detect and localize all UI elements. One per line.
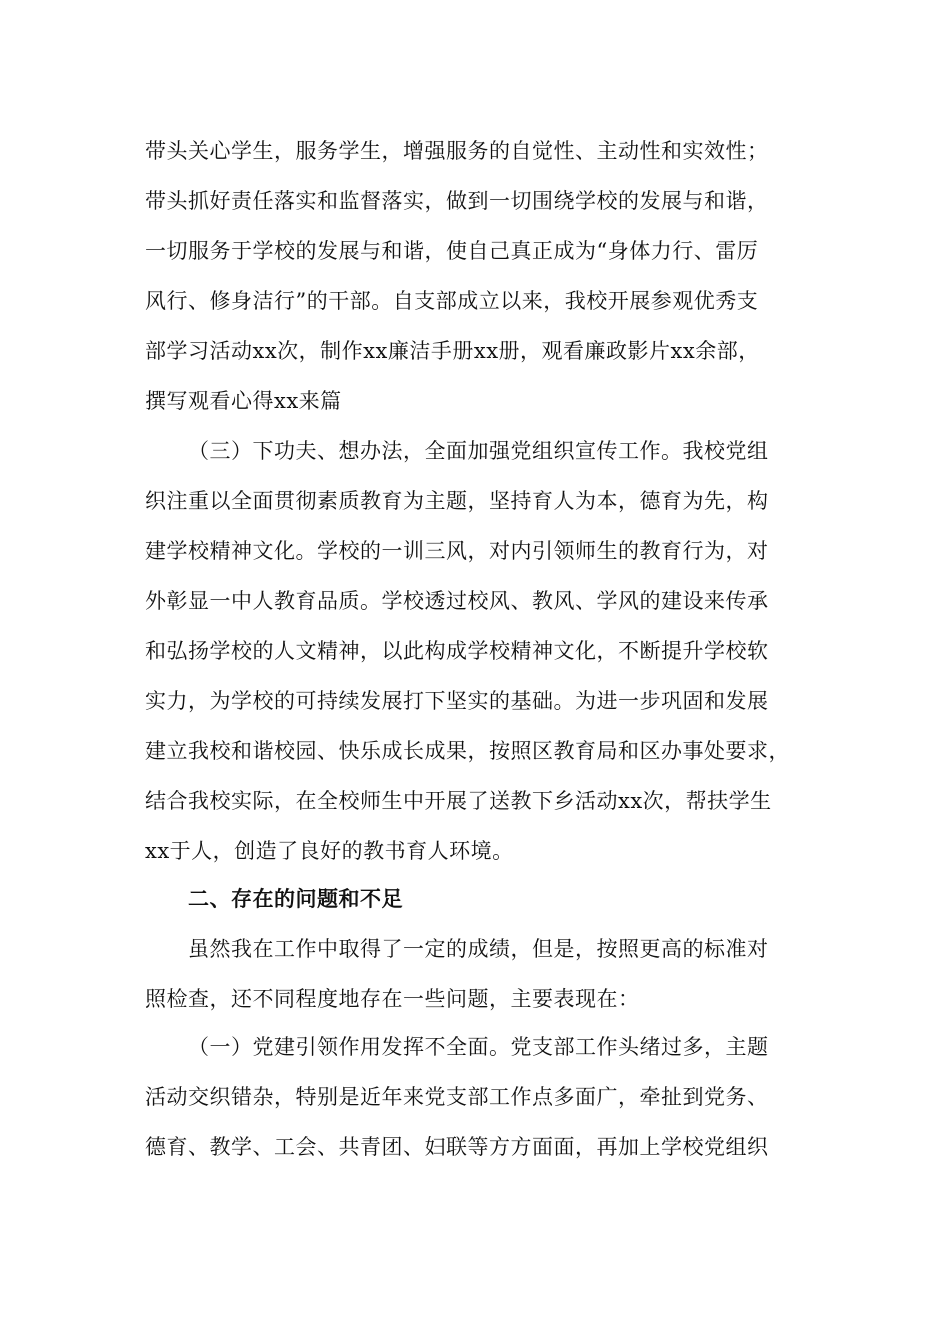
text-line: 德育、教学、工会、共青团、妇联等方方面面，再加上学校党组织 bbox=[145, 1135, 769, 1159]
text-line: 带头关心学生，服务学生，增强服务的自觉性、主动性和实效性； bbox=[145, 139, 769, 163]
text-line: 织注重以全面贯彻素质教育为主题，坚持育人为本，德育为先，构 bbox=[145, 489, 769, 513]
text-line: 实力，为学校的可持续发展打下坚实的基础。为进一步巩固和发展 bbox=[145, 689, 769, 713]
text-line: 虽然我在工作中取得了一定的成绩，但是，按照更高的标准对 bbox=[188, 937, 769, 961]
text-line: 结合我校实际，在全校师生中开展了送教下乡活动xx次，帮扶学生 bbox=[145, 789, 772, 813]
text-line: 一切服务于学校的发展与和谐，使自己真正成为“身体力行、雷厉 bbox=[145, 239, 759, 263]
text-line: 风行、修身洁行”的干部。自支部成立以来，我校开展参观优秀支 bbox=[145, 289, 759, 313]
text-line: 和弘扬学校的人文精神，以此构成学校精神文化，不断提升学校软 bbox=[145, 639, 769, 663]
text-line: 部学习活动xx次，制作xx廉洁手册xx册，观看廉政影片xx余部， bbox=[145, 339, 760, 363]
text-line: 建立我校和谐校园、快乐成长成果，按照区教育局和区办事处要求， bbox=[145, 739, 790, 763]
text-line: （一）党建引领作用发挥不全面。党支部工作头绪过多，主题 bbox=[188, 1035, 769, 1059]
text-line: xx于人，创造了良好的教书育人环境。 bbox=[145, 839, 514, 863]
section-heading: 二、存在的问题和不足 bbox=[188, 886, 403, 911]
text-line: 外彰显一中人教育品质。学校透过校风、教风、学风的建设来传承 bbox=[145, 589, 769, 613]
text-line: 撰写观看心得xx来篇 bbox=[145, 389, 342, 413]
text-line: 活动交织错杂，特别是近年来党支部工作点多面广，牵扯到党务、 bbox=[145, 1085, 769, 1109]
text-line: 照检查，还不同程度地存在一些问题，主要表现在： bbox=[145, 987, 640, 1011]
text-line: 带头抓好责任落实和监督落实，做到一切围绕学校的发展与和谐， bbox=[145, 189, 769, 213]
text-line: （三）下功夫、想办法，全面加强党组织宣传工作。我校党组 bbox=[188, 439, 769, 463]
text-line: 建学校精神文化。学校的一训三风，对内引领师生的教育行为，对 bbox=[145, 539, 769, 563]
